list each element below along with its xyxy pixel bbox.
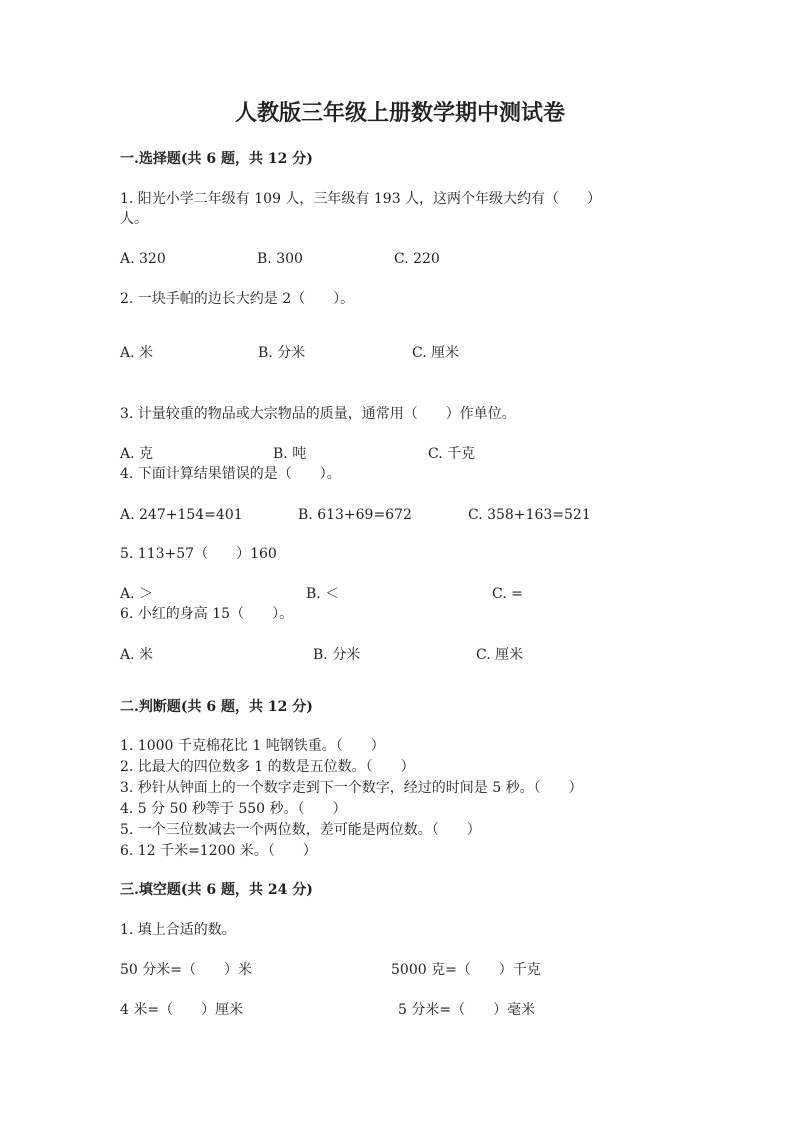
question-text: 5. 113+57（ ）160 xyxy=(120,546,277,562)
list-item: 2. 比最大的四位数多 1 的数是五位数。（ ） xyxy=(120,759,415,775)
question-text: 1. 阳光小学二年级有 109 人，三年级有 193 人，这两个年级大约有（ ） xyxy=(120,191,602,207)
option-b: B. 分米 xyxy=(313,647,361,663)
option-b: B. 吨 xyxy=(273,446,307,462)
option-b: B. 300 xyxy=(257,251,303,267)
list-item: 4. 5 分 50 秒等于 550 秒。（ ） xyxy=(120,801,347,817)
option-b: B. ＜ xyxy=(306,586,340,602)
section-heading-fill-in: 三.填空题(共 6 题，共 24 分) xyxy=(120,882,313,898)
question-text: 3. 计量较重的物品或大宗物品的质量，通常用（ ）作单位。 xyxy=(120,406,516,422)
section-heading-true-false: 二.判断题(共 6 题，共 12 分) xyxy=(120,699,313,715)
question-text: 6. 小红的身高 15（ ）。 xyxy=(120,606,294,622)
list-item: 3. 秒针从钟面上的一个数字走到下一个数字，经过的时间是 5 秒。（ ） xyxy=(120,780,583,796)
question-text: 1. 填上合适的数。 xyxy=(120,922,236,938)
option-c: C. 千克 xyxy=(428,446,476,462)
list-item: 1. 1000 千克棉花比 1 吨钢铁重。（ ） xyxy=(120,738,385,754)
fill-in-item: 5 分米=（ ）毫米 xyxy=(398,1002,536,1018)
question-text: 2. 一块手帕的边长大约是 2（ ）。 xyxy=(120,291,355,307)
option-a: A. 247+154=401 xyxy=(120,507,243,523)
question-text-continued: 人。 xyxy=(120,211,148,227)
option-c: C. 厘米 xyxy=(476,647,524,663)
question-text: 4. 下面计算结果错误的是（ ）。 xyxy=(120,466,341,482)
option-c: C. 厘米 xyxy=(412,345,460,361)
option-a: A. 克 xyxy=(120,446,154,462)
fill-in-item: 50 分米=（ ）米 xyxy=(120,962,252,978)
list-item: 5. 一个三位数减去一个两位数，差可能是两位数。（ ） xyxy=(120,822,481,838)
section-heading-choice: 一.选择题(共 6 题，共 12 分) xyxy=(120,151,313,167)
list-item: 6. 12 千米=1200 米。（ ） xyxy=(120,843,317,859)
option-a: A. ＞ xyxy=(120,586,154,602)
option-b: B. 分米 xyxy=(258,345,306,361)
option-a: A. 米 xyxy=(120,647,154,663)
option-c: C. 220 xyxy=(394,251,440,267)
option-c: C. = xyxy=(492,586,523,602)
option-a: A. 320 xyxy=(120,251,166,267)
fill-in-item: 5000 克=（ ）千克 xyxy=(391,962,541,978)
option-b: B. 613+69=672 xyxy=(298,507,412,523)
option-a: A. 米 xyxy=(120,345,154,361)
page-title: 人教版三年级上册数学期中测试卷 xyxy=(234,100,565,126)
fill-in-item: 4 米=（ ）厘米 xyxy=(120,1002,244,1018)
option-c: C. 358+163=521 xyxy=(468,507,591,523)
